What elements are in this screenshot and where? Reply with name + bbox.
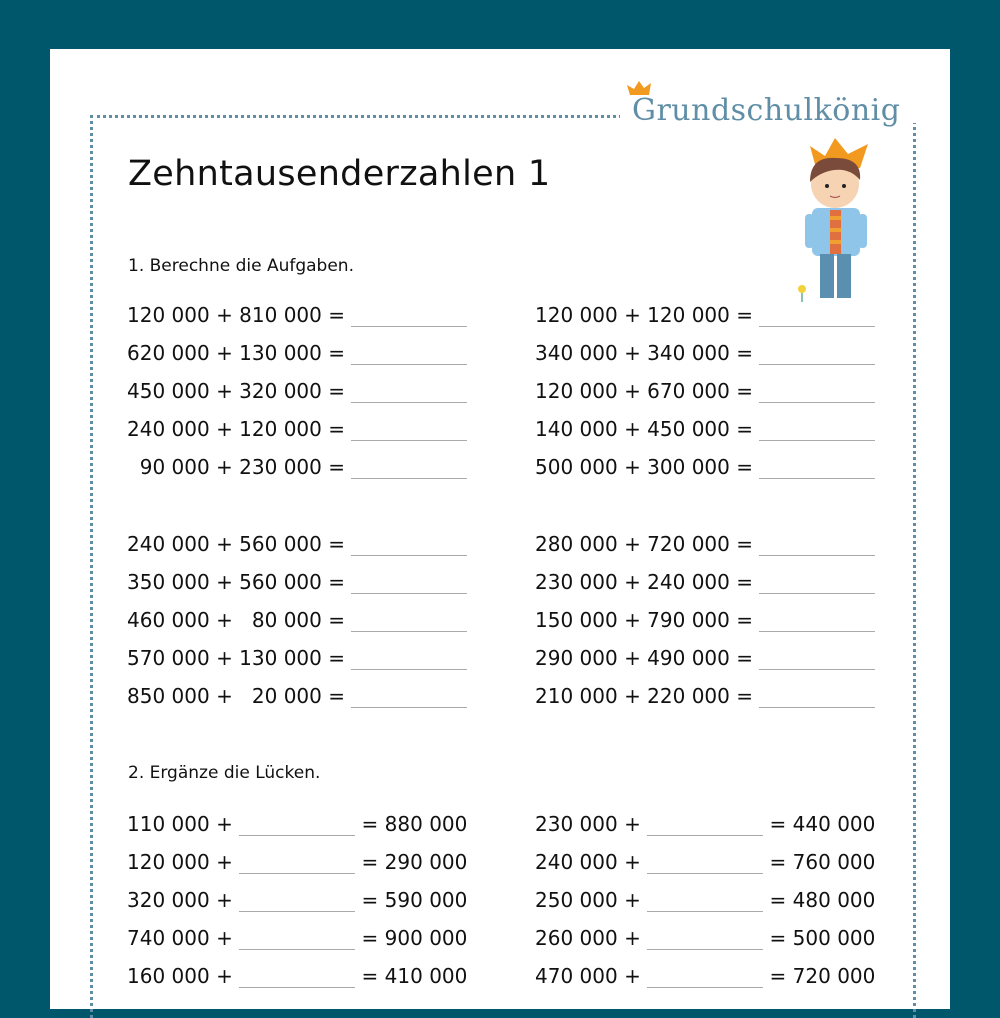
addition-exercise [127,339,467,365]
answer-blank[interactable] [759,571,875,594]
task2-instruction: 2. Ergänze die Lücken. [128,763,321,783]
fill-gap-exercise [127,924,467,950]
fill-gap-exercise [535,962,875,988]
gap-blank[interactable] [647,813,763,836]
addend-text: 250 000 + [535,888,648,912]
equation-text: 150 000 + 790 000 = [535,608,760,632]
addition-exercise [127,682,467,708]
equation-text: 240 000 + 120 000 = [127,417,352,441]
addition-exercise [535,301,875,327]
addition-exercise [127,415,467,441]
fill-gap-exercise [127,810,467,836]
addition-exercise [127,301,467,327]
addend-text: 230 000 + [535,812,648,836]
addition-exercise [535,530,875,556]
addition-exercise [127,606,467,632]
addition-exercise [127,453,467,479]
addition-exercise [127,568,467,594]
equation-text: 620 000 + 130 000 = [127,341,352,365]
answer-blank[interactable] [759,380,875,403]
addend-text: 240 000 + [535,850,648,874]
answer-blank[interactable] [351,685,467,708]
addition-exercise [535,415,875,441]
equation-text: 340 000 + 340 000 = [535,341,760,365]
equation-text: 210 000 + 220 000 = [535,684,760,708]
addition-exercise [535,682,875,708]
fill-gap-exercise [535,924,875,950]
answer-blank[interactable] [351,342,467,365]
result-text: = 290 000 [355,850,468,874]
answer-blank[interactable] [351,380,467,403]
result-text: = 720 000 [763,964,876,988]
answer-blank[interactable] [351,571,467,594]
addend-text: 740 000 + [127,926,240,950]
answer-blank[interactable] [759,418,875,441]
result-text: = 590 000 [355,888,468,912]
addend-text: 260 000 + [535,926,648,950]
addend-text: 160 000 + [127,964,240,988]
equation-text: 450 000 + 320 000 = [127,379,352,403]
addition-exercise [535,568,875,594]
result-text: = 900 000 [355,926,468,950]
equation-text: 500 000 + 300 000 = [535,455,760,479]
answer-blank[interactable] [351,533,467,556]
equation-text: 290 000 + 490 000 = [535,646,760,670]
addition-exercise [535,644,875,670]
equation-text: 120 000 + 120 000 = [535,303,760,327]
answer-blank[interactable] [759,533,875,556]
fill-gap-exercise [535,810,875,836]
gap-blank[interactable] [239,889,355,912]
fill-gap-exercise [535,886,875,912]
gap-blank[interactable] [239,927,355,950]
gap-blank[interactable] [647,889,763,912]
gap-blank[interactable] [647,927,763,950]
addition-exercise [535,339,875,365]
gap-blank[interactable] [647,851,763,874]
answer-blank[interactable] [759,342,875,365]
equation-text: 240 000 + 560 000 = [127,532,352,556]
page-title: Zehntausenderzahlen 1 [128,154,551,194]
result-text: = 500 000 [763,926,876,950]
fill-gap-exercise [127,962,467,988]
worksheet-page [50,49,950,1009]
addend-text: 470 000 + [535,964,648,988]
addend-text: 320 000 + [127,888,240,912]
addition-exercise [127,377,467,403]
equation-text: 280 000 + 720 000 = [535,532,760,556]
king-boy-illustration-icon [790,134,890,304]
equation-text: 460 000 + 80 000 = [127,608,352,632]
answer-blank[interactable] [351,647,467,670]
addend-text: 120 000 + [127,850,240,874]
answer-blank[interactable] [351,456,467,479]
result-text: = 880 000 [355,812,468,836]
fill-gap-exercise [535,848,875,874]
equation-text: 230 000 + 240 000 = [535,570,760,594]
answer-blank[interactable] [759,685,875,708]
equation-text: 140 000 + 450 000 = [535,417,760,441]
equation-text: 90 000 + 230 000 = [127,455,352,479]
addition-exercise [535,377,875,403]
equation-text: 570 000 + 130 000 = [127,646,352,670]
addition-exercise [535,606,875,632]
equation-text: 850 000 + 20 000 = [127,684,352,708]
brand-logo: Grundschulkönig [632,93,901,128]
result-text: = 440 000 [763,812,876,836]
addition-exercise [535,453,875,479]
gap-blank[interactable] [647,965,763,988]
equation-text: 350 000 + 560 000 = [127,570,352,594]
task1-instruction: 1. Berechne die Aufgaben. [128,256,354,276]
equation-text: 120 000 + 810 000 = [127,303,352,327]
answer-blank[interactable] [759,609,875,632]
fill-gap-exercise [127,886,467,912]
addition-exercise [127,530,467,556]
gap-blank[interactable] [239,965,355,988]
result-text: = 760 000 [763,850,876,874]
answer-blank[interactable] [759,304,875,327]
answer-blank[interactable] [759,456,875,479]
answer-blank[interactable] [759,647,875,670]
answer-blank[interactable] [351,304,467,327]
result-text: = 480 000 [763,888,876,912]
answer-blank[interactable] [351,609,467,632]
answer-blank[interactable] [351,418,467,441]
addition-exercise [127,644,467,670]
addend-text: 110 000 + [127,812,240,836]
equation-text: 120 000 + 670 000 = [535,379,760,403]
gap-blank[interactable] [239,813,355,836]
result-text: = 410 000 [355,964,468,988]
fill-gap-exercise [127,848,467,874]
gap-blank[interactable] [239,851,355,874]
